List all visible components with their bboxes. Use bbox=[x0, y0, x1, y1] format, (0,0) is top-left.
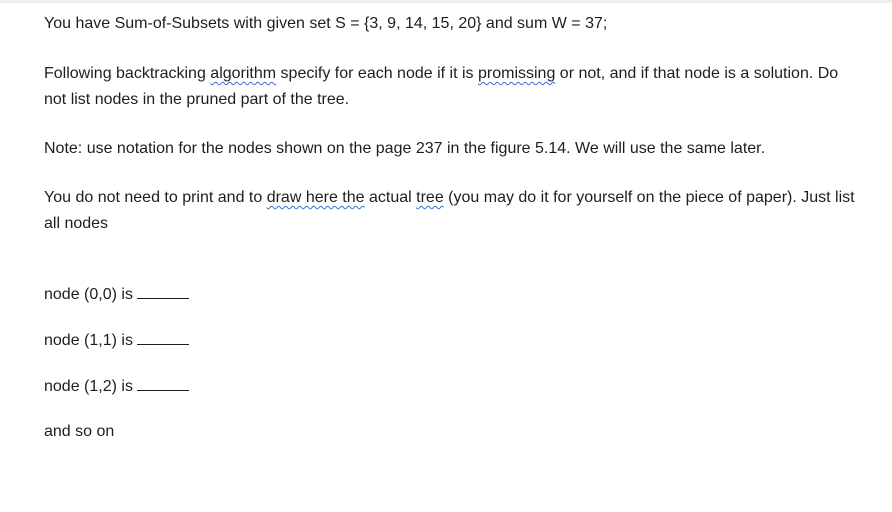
tree-paragraph bbox=[44, 185, 864, 237]
grammar-word-tree: tree bbox=[416, 189, 444, 206]
instruction-text-3: or not, and if that node is a solution. Do not list nodes in the pruned part of the tree. bbox=[44, 65, 839, 108]
node-line-1-2 bbox=[44, 373, 864, 400]
node-label: node (1,1) is bbox=[44, 332, 133, 349]
document-body bbox=[44, 11, 864, 445]
tree-text-3: (you may do it for yourself on the piece of paper). Just list all nodes bbox=[44, 189, 855, 232]
answer-blank bbox=[137, 281, 189, 299]
node-label: node (0,0) is bbox=[44, 286, 133, 303]
top-divider bbox=[0, 0, 892, 3]
spellcheck-word-algorithm: algorithm bbox=[210, 65, 277, 82]
note-paragraph: Note: use notation for the nodes shown on the page 237 in the figure 5.14. We will use the same later. bbox=[44, 140, 766, 157]
instruction-paragraph bbox=[44, 61, 864, 113]
node-label: node (1,2) is bbox=[44, 378, 133, 395]
answer-blank bbox=[137, 327, 189, 345]
closing-text: and so on bbox=[44, 423, 115, 440]
instruction-text-2: specify for each node if it is bbox=[276, 65, 478, 82]
tree-text-2: actual bbox=[364, 189, 417, 206]
answer-blank bbox=[137, 373, 189, 391]
node-line-0-0 bbox=[44, 281, 864, 308]
problem-statement: You have Sum-of-Subsets with given set S = {3, 9, 14, 15, 20} and sum W = 37; bbox=[44, 15, 608, 32]
grammar-phrase-draw-here-the: draw here the bbox=[266, 189, 365, 206]
node-line-1-1 bbox=[44, 327, 864, 354]
instruction-text-1: Following backtracking bbox=[44, 65, 211, 82]
tree-text-1: You do not need to print and to bbox=[44, 189, 267, 206]
spellcheck-word-promissing: promissing bbox=[477, 65, 556, 82]
